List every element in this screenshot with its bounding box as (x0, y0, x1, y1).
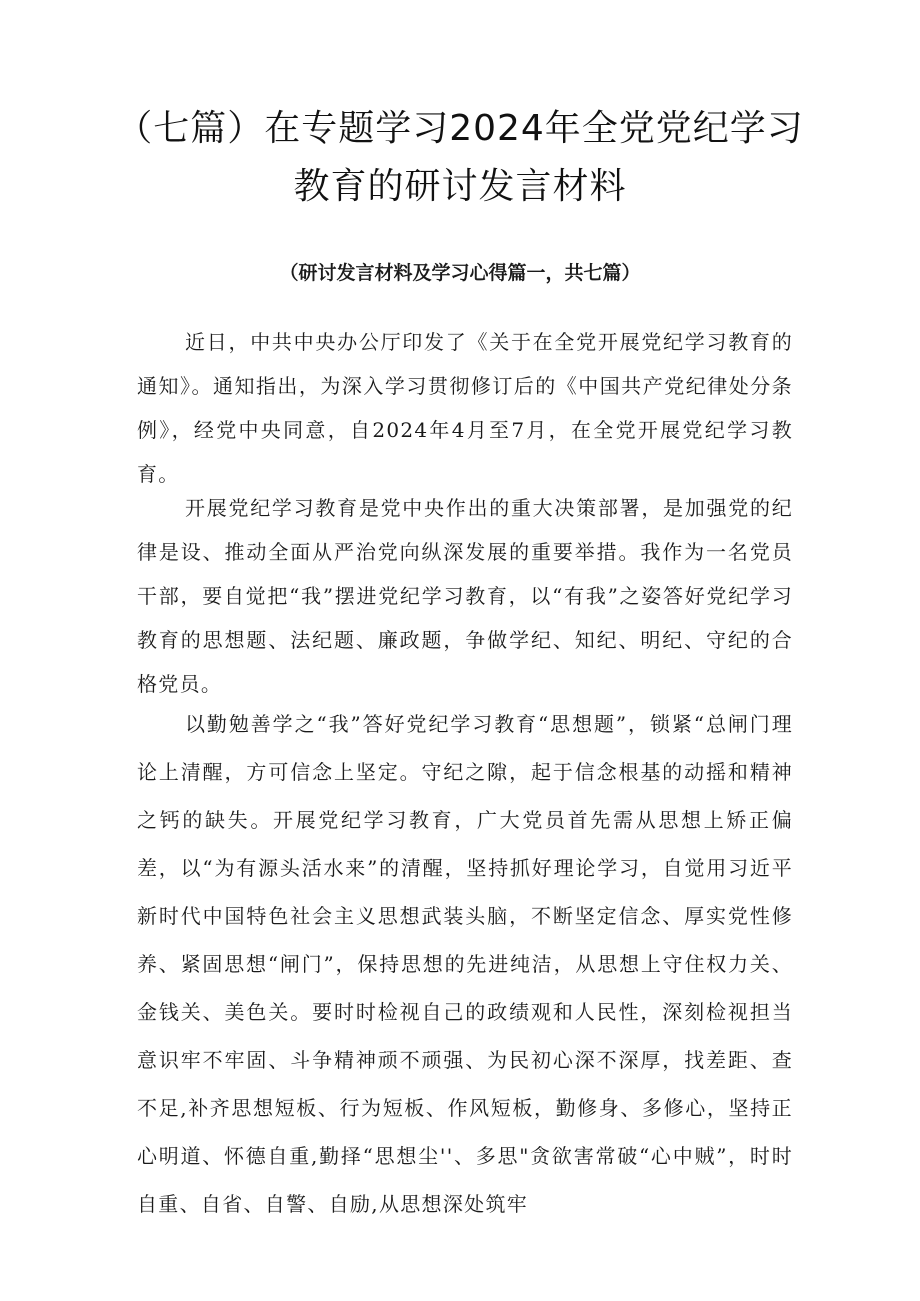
paragraph-1: 近日，中共中央办公厅印发了《关于在全党开展党纪学习教育的通知》。通知指出，为深入学习贯彻修订后的《中国共产党纪律处分条例》，经党中央同意，自2024年4月至7月，在全党开展党纪学习教育。 (137, 330, 793, 486)
paragraph-2: 开展党纪学习教育是党中央作出的重大决策部署，是加强党的纪律是设、推动全面从严治党向纵深发展的重要举措。我作为一名党员干部，要自觉把“我”摆进党纪学习教育，以“有我”之姿答好党纪学习教育的思想题、法纪题、廉政题，争做学纪、知纪、明纪、守纪的合格党员。 (137, 496, 793, 696)
document-subtitle: （研讨发言材料及学习心得篇一，共七篇） (279, 262, 641, 284)
document-title: （七篇）在专题学习2024年全党党纪学习教育的研讨发言材料 (116, 108, 804, 207)
paragraph-3: 以勤勉善学之“我”答好党纪学习教育“思想题”，锁紧“总闸门理论上清醒，方可信念上坚定。守纪之隙，起于信念根基的动摇和精神之钙的缺失。开展党纪学习教育，广大党员首先需从思想上矫正偏差，以“为有源头活水来”的清醒，坚持抓好理论学习，自觉用习近平新时代中国特色社会主义思想武装头脑，不断坚定信念、厚实党性修养、紧固思想“闸门”，保持思想的先进纯洁，从思想上守住权力关、金钱关、美色关。要时时检视自己的政绩观和人民性，深刻检视担当意识牢不牢固、斗争精神顽不顽强、为民初心深不深厚，找差距、查不足,补齐思想短板、行为短板、作风短板，勤修身、多修心，坚持正心明道、怀德自重,勤择“思想尘''、多思"贪欲害常破“心中贼”，时时自重、自省、自警、自励,从思想深处筑牢 (137, 712, 793, 1216)
